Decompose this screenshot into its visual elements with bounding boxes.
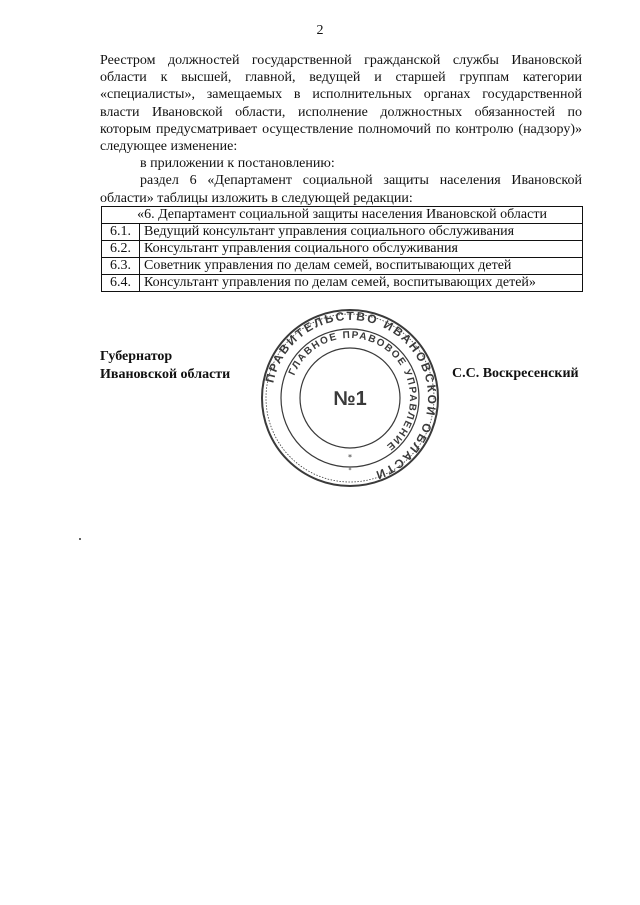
seal-number: №1 [333, 388, 367, 410]
paragraph-section: раздел 6 «Департамент социальной защиты населения Ивановской области» таблицы изложить в следующей редакции: [100, 173, 582, 206]
table-header: «6. Департамент социальной защиты населения Ивановской области [102, 207, 583, 224]
row-number: 6.4. [102, 275, 140, 292]
row-position: Консультант управления социального обслуживания [140, 241, 583, 258]
signatory-title-line1: Губернатор [100, 349, 173, 364]
row-number: 6.3. [102, 258, 140, 275]
table-row [102, 275, 583, 292]
seal-inner-text: ГЛАВНОЕ ПРАВОВОЕ УПРАВЛЕНИЕ [286, 329, 419, 453]
official-seal [260, 308, 440, 488]
row-number: 6.2. [102, 241, 140, 258]
signatory-title-line2: Ивановской области [100, 367, 231, 382]
seal-star-icon: * [348, 467, 352, 474]
table-header-row [102, 207, 583, 224]
paragraph-appendix: в приложении к постановлению: [140, 156, 335, 172]
table-row [102, 241, 583, 258]
paragraph-registry: Реестром должностей государственной гражданской службы Ивановской области к высшей, главной, ведущей и старшей группам категории «специалисты», замещаемых в исполнительных органах государственной власти Ивановской области, исполнение должностных обязанностей по которым предусматривает осуществление полномочий по контролю (надзору)» следующее изменение: [100, 53, 582, 155]
page-number: 2 [316, 23, 324, 38]
row-number: 6.1. [102, 224, 140, 241]
seal-star-icon: * [348, 453, 352, 462]
scan-speck [79, 538, 81, 540]
body-text [100, 52, 582, 207]
row-position: Ведущий консультант управления социального обслуживания [140, 224, 583, 241]
table-row [102, 224, 583, 241]
seal-outer-text: ПРАВИТЕЛЬСТВО ИВАНОВСКОЙ ОБЛАСТИ [262, 308, 440, 483]
signatory-name: С.С. Воскресенский [452, 366, 579, 381]
signatory-title [100, 348, 230, 384]
positions-table [101, 206, 583, 292]
table-row [102, 258, 583, 275]
row-position: Советник управления по делам семей, воспитывающих детей [140, 258, 583, 275]
row-position: Консультант управления по делам семей, воспитывающих детей» [140, 275, 583, 292]
